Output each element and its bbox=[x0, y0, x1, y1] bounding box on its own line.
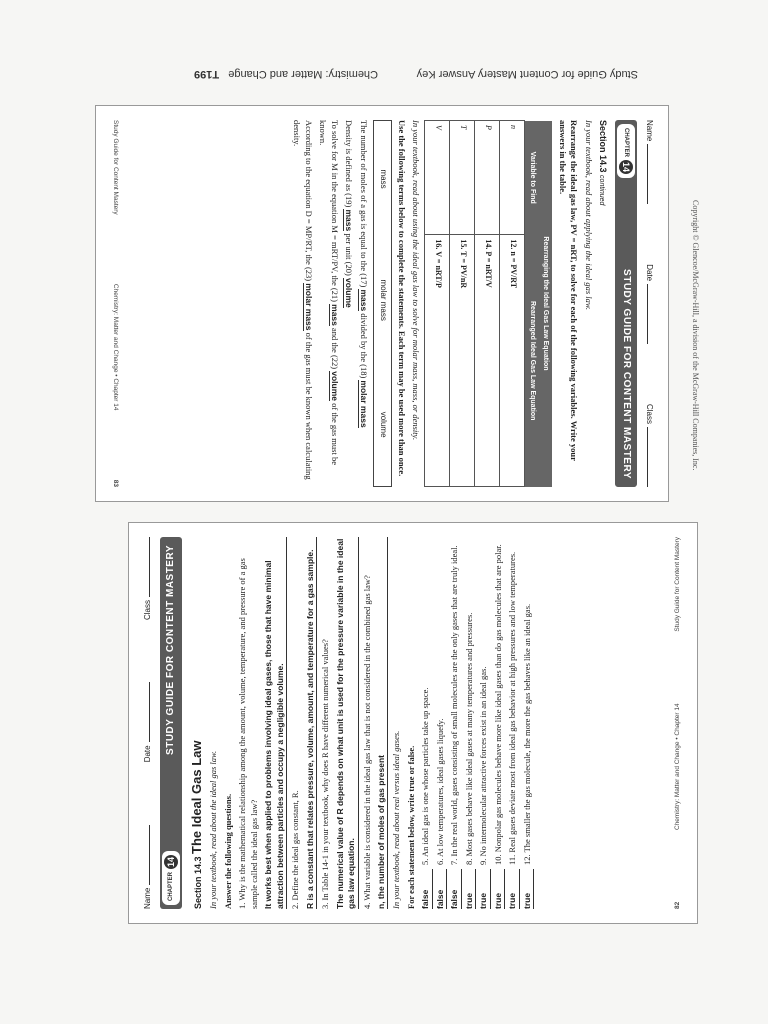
word-bank: mass molar mass volume bbox=[373, 120, 392, 487]
list-item: false 7. In the real world, gases consisting of small molecules are the only gases that are truly ideal. bbox=[449, 537, 461, 909]
table-row: n 12. n = PV/RT bbox=[500, 121, 525, 487]
answer-1: It works best when applied to problems involving ideal gases, those that have minimal attraction between particles and occupy a negligible volume. bbox=[263, 537, 287, 909]
name-date-class: Name Date Class bbox=[643, 120, 654, 487]
intro-text: In your textbook, read about the ideal gas law. bbox=[208, 750, 219, 909]
question-4: 4. What variable is considered in the ideal gas law that is not considered in the combined gas law? bbox=[361, 575, 372, 909]
question-1: 1. Why is the mathematical relationship among the amount, volume, temperature, and pressure of a gas sample called the ideal gas law? bbox=[237, 558, 259, 909]
list-item: true 8. Most gases behave like ideal gases at many temperatures and pressures. bbox=[464, 537, 476, 909]
copyright-line: Copyright © Glencoe/McGraw-Hill, a division of the McGraw-Hill Companies, Inc. bbox=[691, 200, 700, 471]
list-item: false 6. At low temperatures, ideal gases liquefy. bbox=[435, 537, 447, 909]
section-heading: Section 14.3 The Ideal Gas Law bbox=[188, 740, 204, 909]
intro-text: In your textbook, read about applying the ideal gas law. bbox=[583, 120, 594, 311]
question-2: 2. Define the ideal gas constant, R. bbox=[290, 790, 301, 909]
instructions: Rearrange the ideal gas law, PV = nRT, to solve for each of the following variables. Write your answers in the table. bbox=[557, 120, 580, 461]
list-item: true 10. Nonpolar gas molecules behave more like ideal gases than do gas molecules that are polar. bbox=[493, 537, 505, 909]
statement-17: The number of moles of a gas is equal to the (17) mass divided by the (18) molar mass bbox=[358, 120, 369, 428]
rearranged-table: Rearranging the Ideal Gas Law Equation Variable to Find Rearranged Ideal Gas Law Equation n 12. n = PV/RT P 14. P = nRT/V T 15. T = PV/nR V 16. V = nRT/P bbox=[424, 120, 552, 487]
statement-19: Density is defined as (19) mass per unit (20) volume bbox=[344, 120, 355, 308]
table-row: T 15. T = PV/nR bbox=[450, 121, 475, 487]
answer-4: n, the number of moles of gas present bbox=[376, 537, 388, 909]
section-heading: Section 14.3 continued bbox=[598, 120, 609, 206]
table-row: P 14. P = nRT/V bbox=[475, 121, 500, 487]
chapter-banner: CHAPTER 14 STUDY GUIDE FOR CONTENT MASTERY bbox=[160, 537, 182, 909]
page-footer: Study Guide for Content Mastery Chemistry: Matter and Change • Chapter 14 83 bbox=[111, 120, 119, 487]
use-terms: Use the following terms below to complete the statements. Each term may be used more than once. bbox=[397, 120, 408, 477]
statement-23: According to the equation D = MP/RT, the (23) molar mass of the gas must be known when calculating density. bbox=[292, 120, 314, 480]
chapter-banner: CHAPTER 14 STUDY GUIDE FOR CONTENT MASTERY bbox=[615, 120, 637, 487]
statement-21: To solve for M in the equation M = mRT/PV, the (21) mass and the (22) volume of the gas must be known. bbox=[318, 120, 340, 465]
page-number: T199 bbox=[194, 68, 220, 80]
page-footer: 82 Chemistry: Matter and Change • Chapter 14 Study Guide for Content Mastery bbox=[674, 537, 682, 909]
page-83 bbox=[95, 105, 669, 502]
book-title: Chemistry: Matter and Change T199 bbox=[194, 68, 378, 80]
list-item: true 9. No intermolecular attractive forces exist in an ideal gas. bbox=[478, 537, 490, 909]
answer-instructions: Answer the following questions. bbox=[222, 793, 233, 909]
question-3: 3. In Table 14-1 in your textbook, why does R have different numerical values? bbox=[320, 639, 331, 909]
read-text: In your textbook, read about real versus ideal gases. bbox=[391, 730, 402, 909]
list-item: true 12. The smaller the gas molecule, the more the gas behaves like an ideal gas. bbox=[522, 537, 534, 909]
table-row: V 16. V = nRT/P bbox=[425, 121, 450, 487]
name-date-class: Name Date Class bbox=[143, 537, 154, 909]
answer-2: R is a constant that relates pressure, volume, amount, and temperature for a gas sample. bbox=[305, 537, 317, 909]
answer-key-title: Study Guide for Content Mastery Answer Key bbox=[416, 68, 638, 80]
list-item: false 5. An ideal gas is one whose particles take up space. bbox=[420, 537, 432, 909]
tf-instructions: For each statement below, write true or false. bbox=[405, 745, 416, 909]
page-82 bbox=[128, 522, 698, 924]
list-item: true 11. Real gases deviate most from ideal gas behavior at high pressures and low temperatures. bbox=[507, 537, 519, 909]
read-text: In your textbook, read about using the ideal gas law to solve for molar mass, mass, or density. bbox=[411, 120, 422, 441]
answer-3: The numerical value of R depends on what unit is used for the pressure variable in the ideal gas law equation. bbox=[335, 537, 359, 909]
